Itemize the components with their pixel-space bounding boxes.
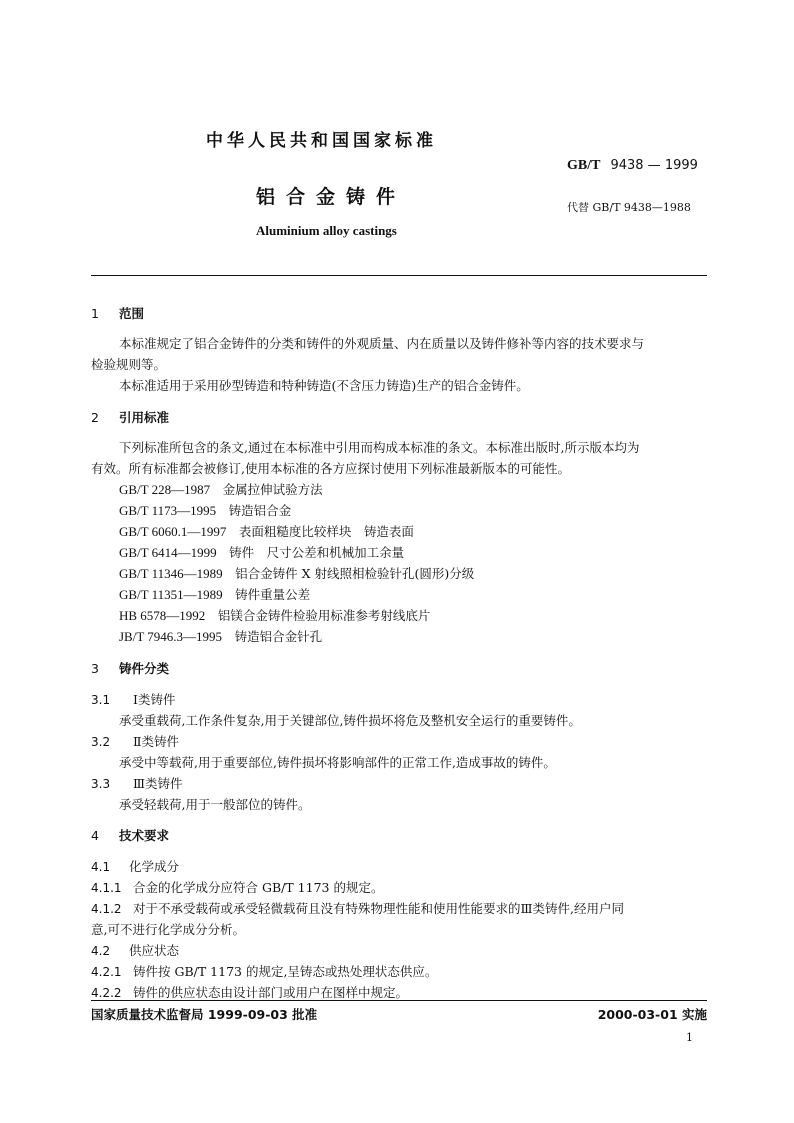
- section-1-heading: [91, 304, 144, 322]
- standard-code: [567, 157, 698, 174]
- page-number: 1: [686, 1031, 693, 1044]
- replaces-note: 代替 GB/T 9438—1988: [567, 201, 691, 214]
- standard-number: 9438 — 1999: [610, 158, 698, 173]
- paragraph: 本标准适用于采用砂型铸造和特种铸造(不含压力铸造)生产的铝合金铸件。: [119, 378, 529, 393]
- section-number: 4: [91, 828, 99, 843]
- section-title: 范围: [119, 306, 145, 321]
- clause-description: 承受中等载荷,用于重要部位,铸件损坏将影响部件的正常工作,造成事故的铸件。: [119, 755, 556, 770]
- implementation-date: 2000-03-01 实施: [597, 1007, 707, 1022]
- header-divider: [91, 275, 707, 276]
- section-number: 2: [91, 410, 99, 425]
- reference-item: HB 6578—1992 铝镁合金铸件检验用标准参考射线底片: [119, 608, 431, 623]
- reference-item: GB/T 6414—1999 铸件 尺寸公差和机械加工余量: [119, 545, 405, 560]
- section-number: 3: [91, 661, 99, 676]
- section-2-heading: [91, 408, 169, 426]
- section-4-heading: [91, 826, 169, 844]
- country-heading: 中华人民共和国国家标准: [206, 131, 437, 151]
- clause-continuation: 意,可不进行化学成分分析。: [91, 922, 245, 937]
- clause-description: 承受轻载荷,用于一般部位的铸件。: [119, 797, 311, 812]
- clause-3-1: 3.1 Ⅰ类铸件: [91, 692, 176, 707]
- clause-4-1-2: 4.1.2 对于不承受载荷或承受轻微载荷且没有特殊物理性能和使用性能要求的Ⅲ类铸件,经用户同: [91, 901, 625, 916]
- section-number: 1: [91, 306, 99, 321]
- footer-divider: [91, 1000, 707, 1001]
- section-3-heading: [91, 659, 169, 677]
- clause-4-1: 4.1 化学成分: [91, 859, 180, 874]
- reference-item: GB/T 228—1987 金属拉伸试验方法: [119, 482, 323, 497]
- clause-description: 承受重载荷,工作条件复杂,用于关键部位,铸件损坏将危及整机安全运行的重要铸件。: [119, 713, 581, 728]
- clause-4-2-1: 4.2.1 铸件按 GB/T 1173 的规定,呈铸态或热处理状态供应。: [91, 964, 438, 979]
- paragraph: 检验规则等。: [91, 357, 167, 372]
- reference-item: GB/T 1173—1995 铸造铝合金: [119, 503, 292, 518]
- paragraph: 下列标准所包含的条文,通过在本标准中引用而构成本标准的条文。本标准出版时,所示版本均为: [119, 440, 640, 455]
- section-title: 引用标准: [119, 410, 170, 425]
- reference-item: JB/T 7946.3—1995 铸造铝合金针孔: [119, 629, 323, 644]
- approval-date: 国家质量技术监督局 1999-09-03 批准: [91, 1007, 318, 1022]
- reference-item: GB/T 11351—1989 铸件重量公差: [119, 587, 311, 602]
- clause-4-1-1: 4.1.1 合金的化学成分应符合 GB/T 1173 的规定。: [91, 880, 384, 895]
- clause-3-3: 3.3 Ⅲ类铸件: [91, 776, 183, 791]
- reference-item: GB/T 6060.1—1997 表面粗糙度比较样块 铸造表面: [119, 524, 414, 539]
- clause-3-2: 3.2 Ⅱ类铸件: [91, 734, 179, 749]
- paragraph: 本标准规定了铝合金铸件的分类和铸件的外观质量、内在质量以及铸件修补等内容的技术要求与: [119, 336, 645, 351]
- section-title: 技术要求: [119, 828, 170, 843]
- clause-4-2-2: 4.2.2 铸件的供应状态由设计部门或用户在图样中规定。: [91, 985, 409, 1000]
- document-title-english: Aluminium alloy castings: [256, 223, 397, 238]
- document-title-chinese: 铝合金铸件: [256, 186, 407, 208]
- clause-4-2: 4.2 供应状态: [91, 943, 180, 958]
- section-title: 铸件分类: [119, 661, 170, 676]
- reference-item: GB/T 11346—1989 铝合金铸件 X 射线照相检验针孔(圆形)分级: [119, 566, 475, 581]
- paragraph: 有效。所有标准都会被修订,使用本标准的各方应探讨使用下列标准最新版本的可能性。: [91, 461, 570, 476]
- standard-prefix: GB/T: [567, 158, 601, 173]
